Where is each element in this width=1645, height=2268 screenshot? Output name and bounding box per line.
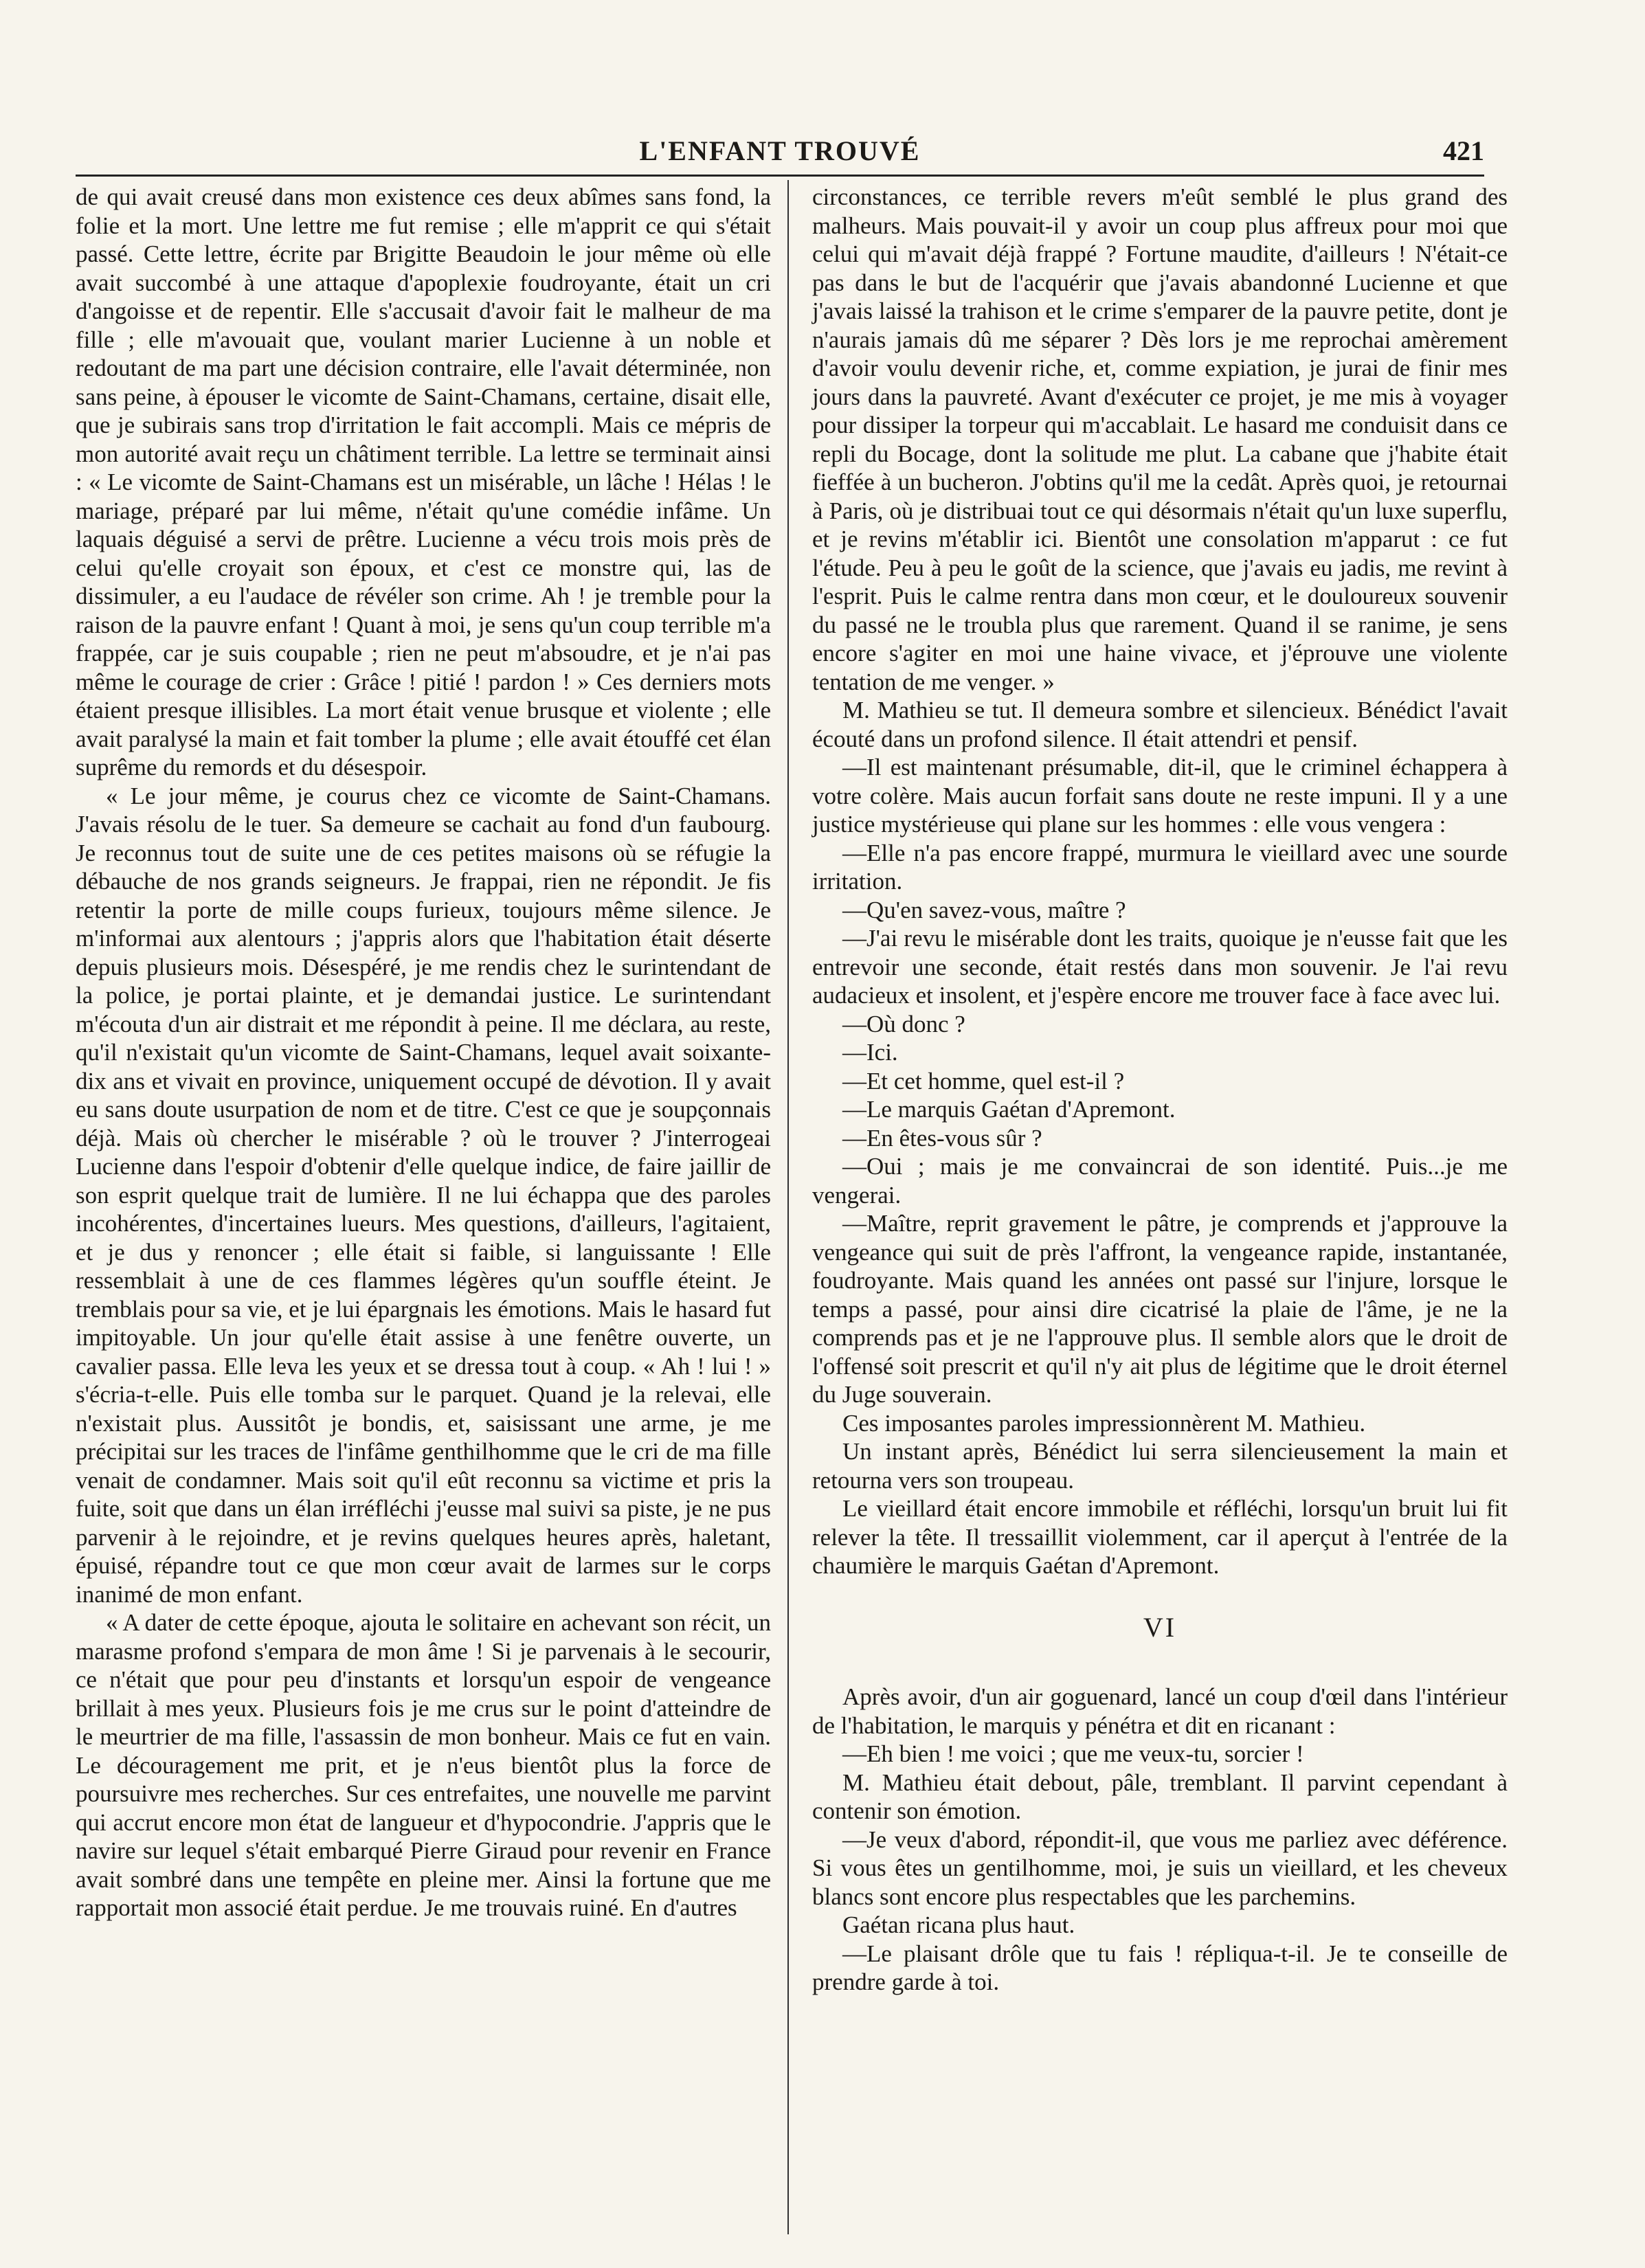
paragraph: —Il est maintenant présumable, dit-il, que le criminel échappera à votre colère. Mais aucun forfait sans doute ne reste impuni. Il y a une justice mystérieuse qui plane sur les hommes : elle vous vengera : <box>812 754 1508 838</box>
paragraph: Après avoir, d'un air goguenard, lancé un coup d'œil dans l'intérieur de l'habitation, le marquis y pénétra et dit en ricanant : <box>812 1683 1508 1739</box>
paragraph: Gaétan ricana plus haut. <box>842 1911 1075 1938</box>
paragraph: Ces imposantes paroles impressionnèrent M. Mathieu. <box>842 1409 1366 1437</box>
paragraph: Le vieillard était encore immobile et réfléchi, lorsqu'un bruit lui fit relever la tête. Il tressaillit violemment, car il aperçut à l'entrée de la chaumière le marquis Gaétan d'Apremont. <box>812 1495 1508 1579</box>
paragraph: —Qu'en savez-vous, maître ? <box>842 896 1126 923</box>
paragraph: —Ici. <box>842 1039 898 1066</box>
paragraph: de qui avait creusé dans mon existence ces deux abîmes sans fond, la folie et la mort. Une lettre me fut remise ; elle m'apprit ce qui s'était passé. Cette lettre, écrite par Brigitte Beaudoin le jour même où elle avait succombé à une attaque d'apoplexie foudroyante, était un cri d'angoisse et de repentir. Elle s'accusait d'avoir fait le malheur de ma fille ; elle m'avouait que, voulant marier Lucienne à un noble et redoutant de ma part une décision contraire, elle l'avait déterminée, non sans peine, à épouser le vicomte de Saint-Chamans, certaine, disait elle, que je subirais sans trop d'irritation le fait accompli. Mais ce mépris de mon autorité avait reçu un châtiment terrible. La lettre se terminait ainsi : « Le vicomte de Saint-Chamans est un misérable, un lâche ! Hélas ! le mariage, préparé par lui même, n'était qu'une comédie infâme. Un laquais déguisé a servi de prêtre. Lucienne a vécu trois mois près de celui qu'elle croyait son époux, et c'est ce monstre qui, las de dissimuler, a eu l'audace de révéler son crime. Ah ! je tremble pour la raison de la pauvre enfant ! Quant à moi, je sens qu'un coup terrible m'a frappée, car je suis coupable ; rien ne peut m'absoudre, et je n'ai pas même le courage de crier : Grâce ! pitié ! pardon ! » Ces derniers mots étaient presque illisibles. La mort était venue brusque et violente ; elle avait paralysé la main et fait tomber la plume ; elle avait étouffé cet élan suprême du remords et du désespoir. <box>76 183 771 781</box>
paragraph: Un instant après, Bénédict lui serra silencieusement la main et retourna vers son troupeau. <box>812 1438 1508 1494</box>
paragraph: —Et cet homme, quel est-il ? <box>842 1067 1125 1094</box>
paragraph: —J'ai revu le misérable dont les traits, quoique je n'eusse fait que les entrevoir une seconde, était restés dans mon souvenir. Je l'ai revu audacieux et insolent, et j'espère encore me trouver face à face avec lui. <box>812 925 1508 1009</box>
column-divider <box>787 180 789 2234</box>
paragraph: —Je veux d'abord, répondit-il, que vous me parliez avec déférence. Si vous êtes un gentilhomme, moi, je suis un vieillard, et les cheveux blancs sont encore plus respectables que les parchemins. <box>812 1826 1508 1910</box>
running-header <box>76 129 1484 170</box>
paragraph: « Le jour même, je courus chez ce vicomte de Saint-Chamans. J'avais résolu de le tuer. Sa demeure se cachait au fond d'un faubourg. Je reconnus tout de suite une de ces petites maisons où se réfugie la débauche de nos grands seigneurs. Je frappai, rien ne répondit. Je fis retentir la porte de mille coups furieux, toujours même silence. Je m'informai aux alentours ; j'appris alors que l'habitation était déserte depuis plusieurs mois. Désespéré, je me rendis chez le surintendant de la police, je portai plainte, et je demandai justice. Le surintendant m'écouta d'un air distrait et me répondit à peine. Il me déclara, au reste, qu'il n'existait qu'un vicomte de Saint-Chamans, lequel avait soixante-dix ans et vivait en province, uniquement occupé de dévotion. Il y avait eu sans doute usurpation de nom et de titre. C'est ce que je soupçonnais déjà. Mais où chercher le misérable ? où le trouver ? J'interrogeai Lucienne dans l'espoir d'obtenir d'elle quelque indice, de faire jaillir de son esprit quelque trait de lumière. Il ne lui échappa que des paroles incohérentes, d'incertaines lueurs. Mes questions, d'ailleurs, l'agitaient, et je dus y renoncer ; elle était si faible, si languissante ! Elle ressemblait à une de ces flammes légères qu'un souffle éteint. Je tremblais pour sa vie, et je lui épargnais les émotions. Mais le hasard fut impitoyable. Un jour qu'elle était assise à une fenêtre ouverte, un cavalier passa. Elle leva les yeux et se dressa tout à coup. « Ah ! lui ! » s'écria-t-elle. Puis elle tomba sur le parquet. Quand je la relevai, elle n'existait plus. Aussitôt je bondis, et, saisissant une arme, je me précipitai sur les traces de l'infâme genthilhomme que le cri de ma fille venait de condamner. Mais soit qu'il eût reconnu sa victime et pris la fuite, soit que dans un élan irréfléchi j'eusse mal suivi sa piste, je ne pus parvenir à le rejoindre, et je revins quelques heures après, haletant, épuisé, répandre tout ce que mon cœur avait de larmes sur le corps inanimé de mon enfant. <box>76 782 771 1608</box>
running-title: L'ENFANT TROUVÉ <box>639 135 921 166</box>
header-rule <box>76 175 1484 177</box>
paragraph: —Où donc ? <box>842 1010 965 1037</box>
right-column <box>812 183 1508 1997</box>
paragraph: —Le marquis Gaétan d'Apremont. <box>842 1096 1176 1123</box>
paragraph: circonstances, ce terrible revers m'eût semblé le plus grand des malheurs. Mais pouvait-il y avoir un coup plus affreux pour moi que celui qui m'avait déjà frappé ? Fortune maudite, d'ailleurs ! N'était-ce pas dans le but de l'acquérir que j'avais abandonné Lucienne et que j'avais laissé la trahison et le crime s'emparer de la pauvre petite, dont je n'aurais jamais dû me séparer ? Dès lors je me reprochai amèrement d'avoir voulu devenir riche, et, comme expiation, je jurai de finir mes jours dans la pauvreté. Avant d'exécuter ce projet, je me mis à voyager pour dissiper la torpeur qui m'accablait. Le hasard me conduisit dans ce repli du Bocage, dont la solitude me plut. La cabane que j'habite était fieffée à un bucheron. J'obtins qu'il me la cedât. Après quoi, je retournai à Paris, où je distribuai tout ce qui désormais n'était qu'un luxe superflu, et je revins m'établir ici. Bientôt une consolation m'apparut : ce fut l'étude. Peu à peu le goût de la science, que j'avais eu jadis, me revint à l'esprit. Puis le calme rentra dans mon cœur, et le douloureux souvenir du passé ne le troubla plus que rarement. Quand il se ranime, je sens encore s'agiter en moi une haine vivace, et j'éprouve une violente tentation de me venger. » <box>812 183 1508 695</box>
paragraph: —En êtes-vous sûr ? <box>842 1124 1042 1152</box>
paragraph: —Oui ; mais je me convaincrai de son identité. Puis...je me vengerai. <box>812 1153 1508 1209</box>
section-heading: VI <box>1143 1611 1177 1643</box>
paragraph: M. Mathieu se tut. Il demeura sombre et silencieux. Bénédict l'avait écouté dans un profond silence. Il était attendri et pensif. <box>812 697 1508 752</box>
page-number: 421 <box>1443 135 1484 166</box>
paragraph: M. Mathieu était debout, pâle, tremblant. Il parvint cependant à contenir son émotion. <box>812 1769 1508 1824</box>
paragraph: —Maître, reprit gravement le pâtre, je comprends et j'approuve la vengeance qui suit de près l'affront, la vengeance rapide, instantanée, foudroyante. Mais quand les années ont passé sur l'injure, lorsque le temps a passé, pour ainsi dire cicatrisé la plaie de l'âme, je ne la comprends pas et je ne l'approuve plus. Il semble alors que le droit de l'offensé soit prescrit et qu'il n'y ait plus de légitime que le droit éternel du Juge souverain. <box>812 1210 1508 1408</box>
paragraph: —Elle n'a pas encore frappé, murmura le vieillard avec une sourde irritation. <box>812 839 1508 895</box>
paragraph: —Eh bien ! me voici ; que me veux-tu, sorcier ! <box>842 1740 1304 1767</box>
left-column <box>76 183 771 1922</box>
paragraph: « A dater de cette époque, ajouta le solitaire en achevant son récit, un marasme profond s'empara de mon âme ! Si je parvenais à le secourir, ce n'était que pour peu d'instants et lorsqu'un espoir de vengeance brillait à mes yeux. Plusieurs fois je me crus sur le point d'atteindre de le meurtrier de ma fille, l'assassin de mon bonheur. Mais ce fut en vain. Le découragement me prit, et je n'eus bientôt plus la force de poursuivre mes recherches. Sur ces entrefaites, une nouvelle me parvint qui accrut encore mon état de langueur et d'hypocondrie. J'appris que le navire sur lequel s'était embarqué Pierre Giraud pour revenir en France avait sombré dans une tempête en pleine mer. Ainsi la fortune que me rapportait mon associé était perdue. Je me trouvais ruiné. En d'autres <box>76 1609 771 1921</box>
paragraph: —Le plaisant drôle que tu fais ! répliqua-t-il. Je te conseille de prendre garde à toi. <box>812 1940 1508 1995</box>
